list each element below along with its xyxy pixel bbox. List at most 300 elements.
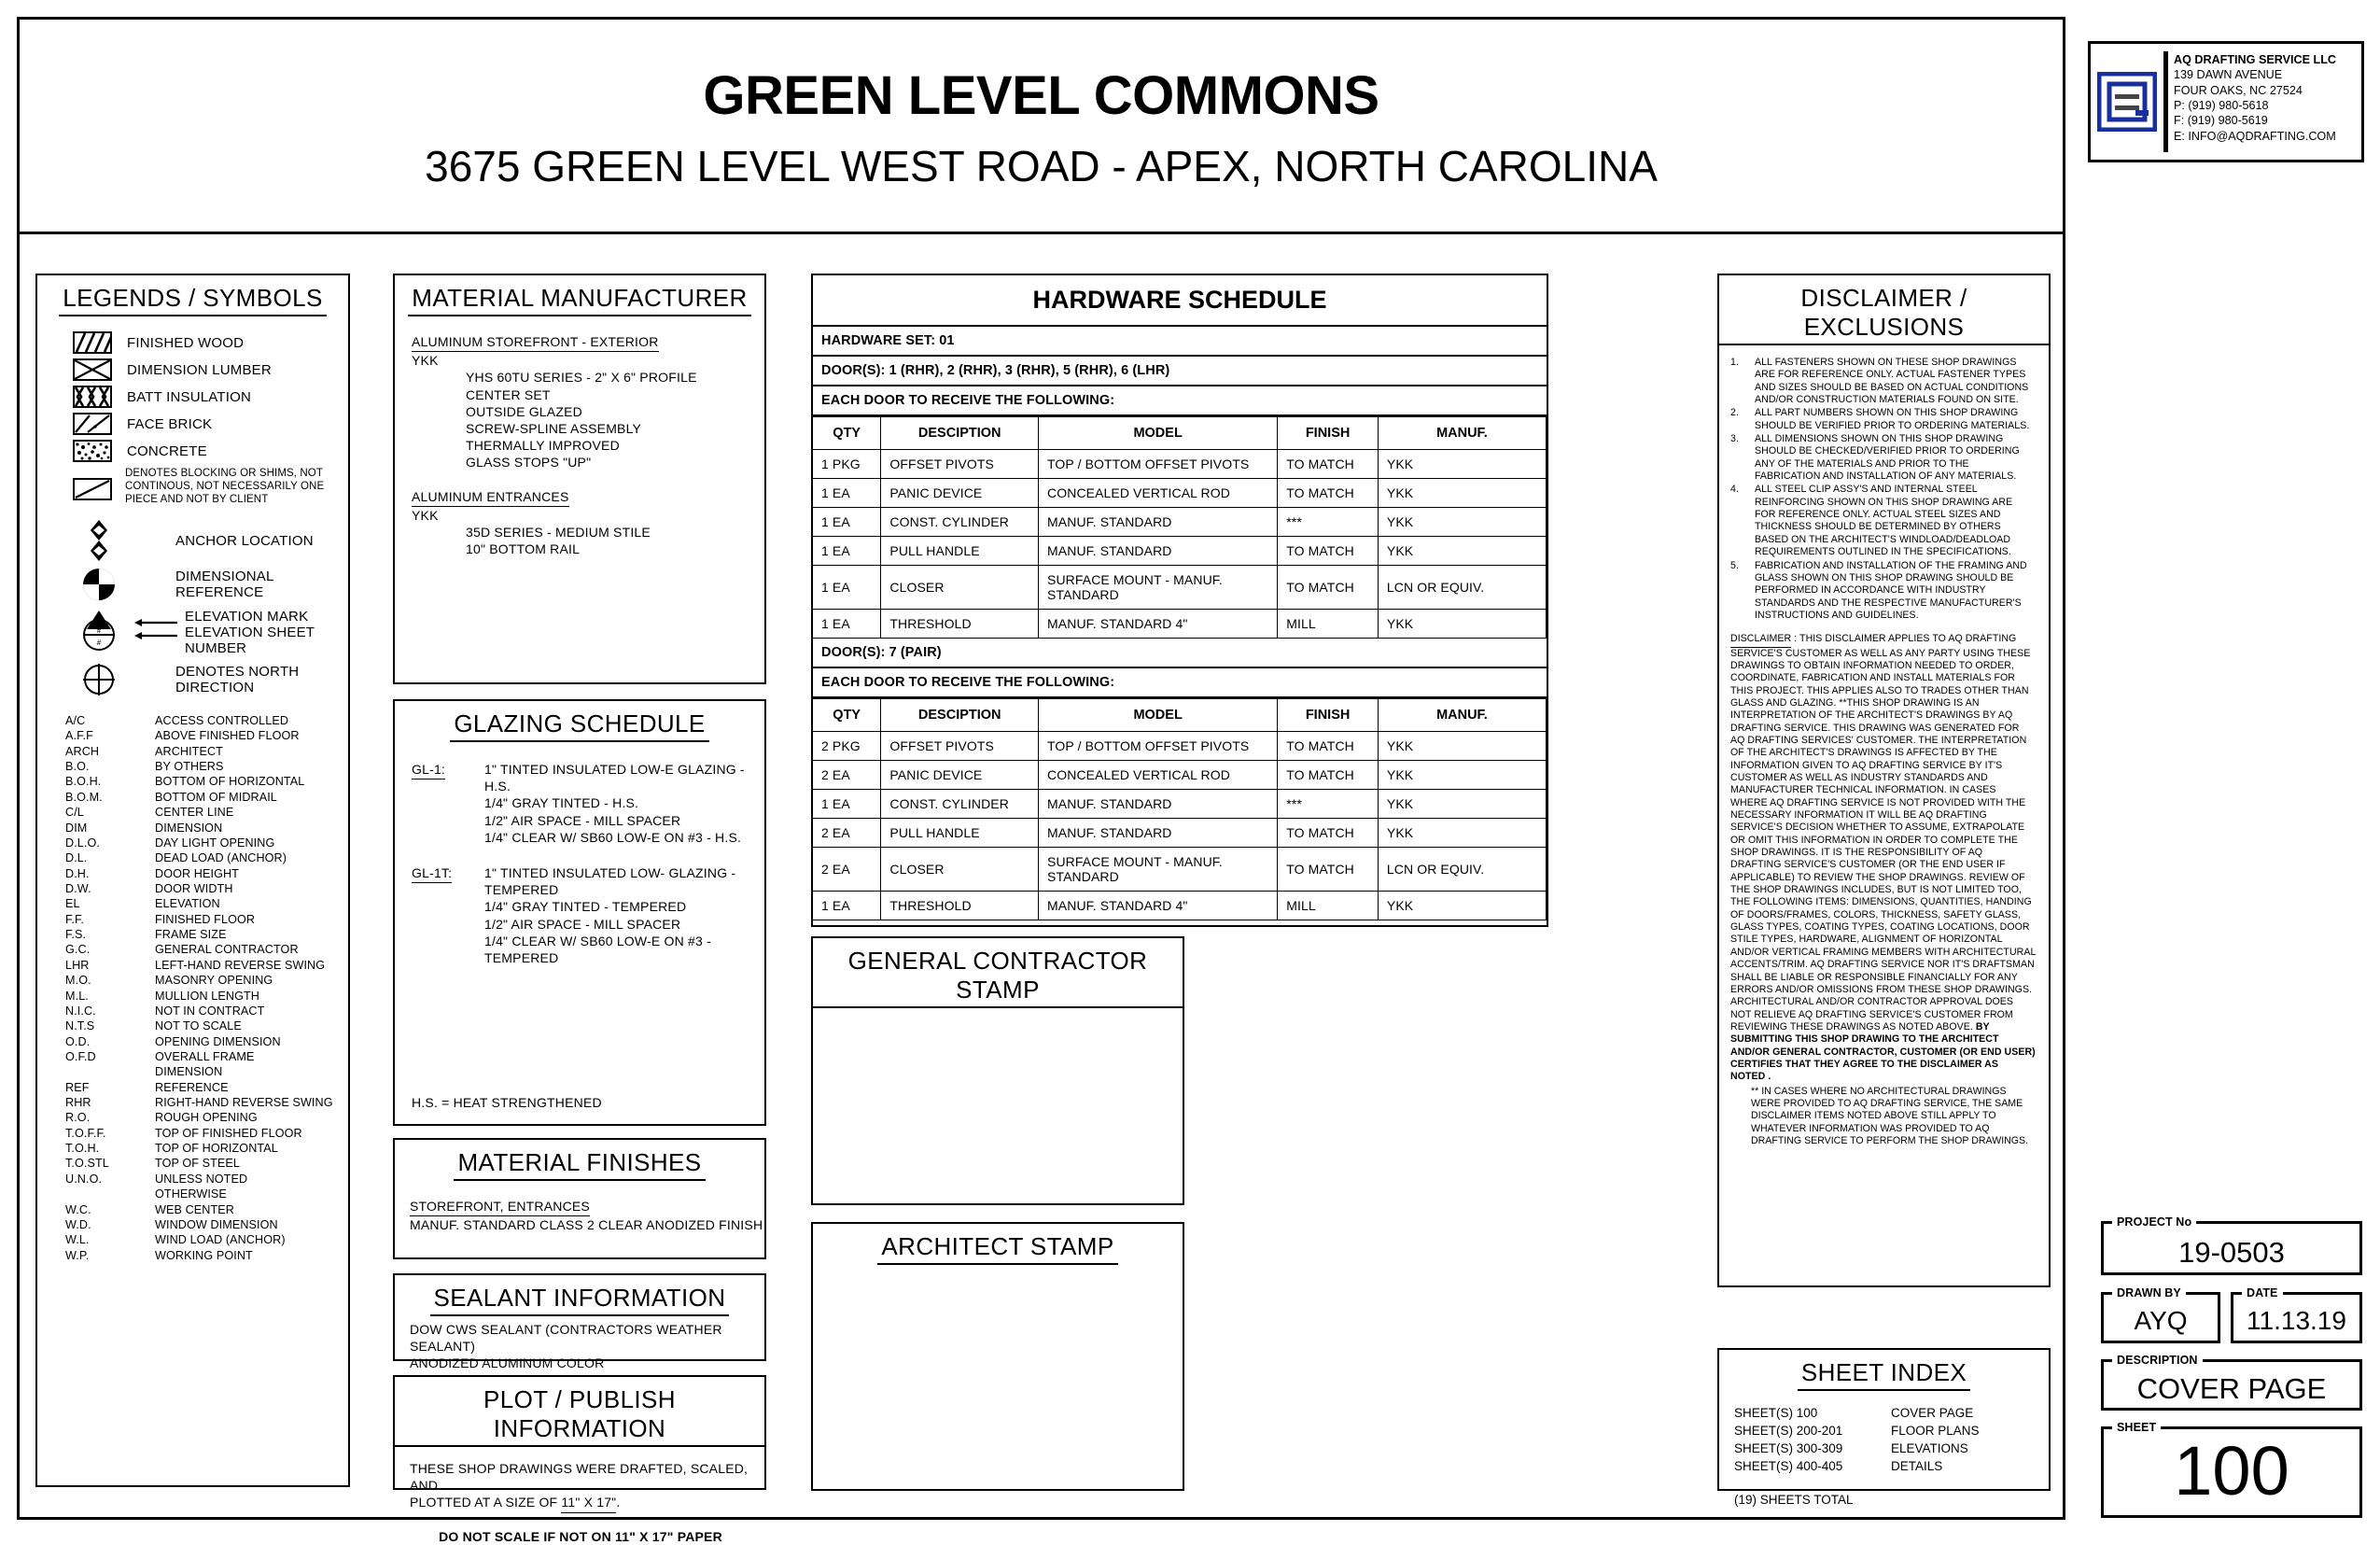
- table-cell: 2 PKG: [813, 732, 881, 761]
- disclaimer-item-number: 4.: [1730, 484, 1739, 496]
- table-cell: PULL HANDLE: [881, 819, 1039, 848]
- disclaimer-item: [1730, 407, 2036, 432]
- sheet-index-panel: [1717, 1348, 2051, 1507]
- legends-symbols-panel: [35, 274, 350, 1487]
- abbreviation-key: W.C.: [65, 1202, 91, 1216]
- table-row: [813, 508, 1547, 537]
- material-manufacturer-heading: MATERIAL MANUFACTURER: [395, 275, 764, 318]
- abbreviation-value: WEB CENTER: [155, 1202, 234, 1216]
- abbreviation-value: WINDOW DIMENSION: [155, 1217, 278, 1231]
- company-email: E: INFO@AQDRAFTING.COM: [2174, 129, 2336, 143]
- abbreviation-value: TOP OF HORIZONTAL: [155, 1142, 278, 1156]
- table-cell: CLOSER: [881, 848, 1039, 892]
- sheet-index-row: [1734, 1440, 2049, 1457]
- table-cell: MILL: [1278, 610, 1379, 639]
- project-number-value: 19-0503: [2178, 1236, 2285, 1269]
- legend-label: BATT INSULATION: [127, 388, 252, 405]
- abbreviation-key: U.N.O.: [65, 1172, 103, 1186]
- page-title: GREEN LEVEL COMMONS: [703, 65, 1379, 126]
- glazing-line: 1/2" AIR SPACE - MILL SPACER: [484, 916, 681, 932]
- sheet-index-total: (19) SHEETS TOTAL: [1734, 1492, 1854, 1507]
- sealant-heading: SEALANT INFORMATION: [395, 1275, 764, 1318]
- table-cell: 1 PKG: [813, 450, 881, 479]
- abbreviation-key: G.C.: [65, 943, 91, 957]
- anchor-location-symbol-icon: [73, 519, 125, 562]
- hardware-schedule-heading: HARDWARE SCHEDULE: [813, 275, 1547, 327]
- disclaimer-item-number: 2.: [1730, 407, 1739, 419]
- mm-line: CENTER SET: [466, 386, 551, 402]
- abbreviation-value: DOOR HEIGHT: [155, 866, 239, 880]
- abbreviation-row: [65, 881, 348, 896]
- svg-text:#: #: [96, 639, 102, 648]
- table-cell: YKK: [1378, 790, 1546, 819]
- disclaimer-footnote: ** IN CASES WHERE NO ARCHITECTURAL DRAWINGS WERE PROVIDED TO AQ DRAFTING SERVICE, THE SAME DISCLAIMER ITEMS NOTED ABOVE STILL APPLY TO WHATEVER INFORMATION WAS PROVIDED TO AQ DRAFTING SERVICE TO PERFORM THE SHOP DRAWINGS.: [1751, 1085, 2029, 1146]
- abbreviation-value: TOP OF STEEL: [155, 1157, 241, 1171]
- legend-item: [73, 413, 348, 435]
- table-column-header: QTY: [813, 417, 881, 450]
- abbreviation-key: A/C: [65, 714, 86, 728]
- abbreviation-row: [65, 759, 348, 774]
- sheet-index-range: SHEET(S) 300-309: [1734, 1441, 1843, 1456]
- table-cell: 2 EA: [813, 819, 881, 848]
- table-cell: MANUF. STANDARD: [1039, 537, 1278, 566]
- table-row: [813, 450, 1547, 479]
- disclaimer-item: [1730, 357, 2036, 406]
- abbreviation-row: [65, 836, 348, 850]
- abbreviation-row: [65, 1034, 348, 1049]
- project-number-block: [2101, 1215, 2362, 1275]
- elevation-arrows: [134, 611, 179, 653]
- hardware-doors-label: DOOR(S): 1 (RHR), 2 (RHR), 3 (RHR), 5 (RHR), 6 (LHR): [813, 357, 1547, 386]
- table-row: [813, 479, 1547, 508]
- table-cell: CONCEALED VERTICAL ROD: [1039, 761, 1278, 790]
- abbreviation-value: REFERENCE: [155, 1080, 229, 1094]
- date-caption: DATE: [2242, 1286, 2283, 1299]
- hardware-schedule-panel: [811, 274, 1548, 927]
- date-value: 11.13.19: [2247, 1306, 2346, 1335]
- face-brick-hatch-icon: [73, 413, 112, 435]
- legend-symbol-item: [73, 661, 348, 698]
- disclaimer-item-number: 1.: [1730, 357, 1739, 368]
- table-cell: SURFACE MOUNT - MANUF. STANDARD: [1039, 566, 1278, 610]
- table-cell: ***: [1278, 508, 1379, 537]
- legend-symbol-item: [73, 566, 348, 603]
- architect-stamp-heading: ARCHITECT STAMP: [813, 1224, 1183, 1267]
- abbreviation-key: B.O.H.: [65, 775, 102, 789]
- abbreviation-value: MULLION LENGTH: [155, 989, 259, 1003]
- svg-text:#: #: [96, 626, 102, 636]
- glazing-lines: [484, 761, 764, 846]
- abbreviation-row: [65, 1172, 348, 1187]
- abbreviation-row: [65, 805, 348, 820]
- table-cell: MANUF. STANDARD: [1039, 819, 1278, 848]
- table-cell: 1 EA: [813, 892, 881, 920]
- hardware-doors-label: DOOR(S): 7 (PAIR): [813, 639, 1547, 668]
- abbreviation-value: MASONRY OPENING: [155, 974, 273, 988]
- abbreviation-key: LHR: [65, 958, 90, 972]
- batt-insulation-hatch-icon: [73, 386, 112, 408]
- glazing-lines: [484, 864, 764, 966]
- table-cell: TOP / BOTTOM OFFSET PIVOTS: [1039, 450, 1278, 479]
- project-address: 3675 GREEN LEVEL WEST ROAD - APEX, NORTH CAROLINA: [425, 142, 1658, 190]
- disclaimer-item-number: 3.: [1730, 433, 1739, 445]
- sheet-index-range: SHEET(S) 400-405: [1734, 1459, 1843, 1474]
- sheet-index-range: SHEET(S) 200-201: [1734, 1424, 1843, 1439]
- table-row: [813, 732, 1547, 761]
- table-cell: SURFACE MOUNT - MANUF. STANDARD: [1039, 848, 1278, 892]
- sheet-index-title: FLOOR PLANS: [1891, 1424, 1980, 1439]
- material-manufacturer-body: [412, 333, 764, 557]
- abbreviation-value: ABOVE FINISHED FLOOR: [155, 729, 300, 743]
- table-header-row: [813, 417, 1547, 450]
- abbreviation-key: O.F.D: [65, 1049, 96, 1063]
- abbreviation-value: WIND LOAD (ANCHOR): [155, 1233, 286, 1247]
- legend-item: [73, 331, 348, 354]
- abbreviation-value: DAY LIGHT OPENING: [155, 836, 275, 850]
- abbreviation-row: [65, 1064, 348, 1079]
- plot-warning: DO NOT SCALE IF NOT ON 11" X 17" PAPER: [439, 1528, 722, 1544]
- mf-subtitle: STOREFRONT, ENTRANCES: [410, 1198, 590, 1216]
- abbreviation-row: [65, 774, 348, 789]
- sheet-index-title: COVER PAGE: [1891, 1406, 1974, 1420]
- concrete-hatch-icon: [73, 440, 112, 462]
- table-row: [813, 566, 1547, 610]
- table-cell: MANUF. STANDARD: [1039, 790, 1278, 819]
- abbreviation-row: [65, 1232, 348, 1247]
- mm-group1-title: ALUMINUM STOREFRONT - EXTERIOR: [412, 333, 659, 352]
- abbreviation-key: N.T.S: [65, 1019, 95, 1033]
- glazing-schedule-panel: [393, 699, 766, 1126]
- table-cell: 1 EA: [813, 790, 881, 819]
- abbreviation-key: [65, 1064, 155, 1079]
- abbreviation-row: [65, 942, 348, 957]
- abbreviation-key: W.P.: [65, 1248, 90, 1262]
- table-cell: TO MATCH: [1278, 479, 1379, 508]
- abbreviation-key: D.L.O.: [65, 836, 100, 850]
- abbreviation-value: DIMENSION: [155, 821, 223, 835]
- company-address-1: 139 DAWN AVENUE: [2174, 68, 2283, 82]
- disclaimer-item: [1730, 484, 2036, 558]
- sheet-index-title: DETAILS: [1891, 1459, 1943, 1474]
- mm-group2-title: ALUMINUM ENTRANCES: [412, 488, 569, 507]
- company-fax: F: (919) 980-5619: [2174, 114, 2268, 128]
- table-cell: TO MATCH: [1278, 450, 1379, 479]
- abbreviation-value: OVERALL FRAME: [155, 1049, 255, 1063]
- glazing-item: [412, 761, 764, 846]
- mm-line: OUTSIDE GLAZED: [466, 403, 582, 419]
- company-contact-info: [2174, 44, 2361, 160]
- abbreviation-value: UNLESS NOTED: [155, 1172, 248, 1186]
- sealant-line-2: ANODIZED ALUMINUM COLOR: [410, 1355, 605, 1371]
- abbreviation-row: [65, 958, 348, 973]
- abbreviation-key: ARCH: [65, 744, 100, 758]
- table-cell: TO MATCH: [1278, 761, 1379, 790]
- table-cell: 1 EA: [813, 610, 881, 639]
- abbreviation-key: M.O.: [65, 974, 91, 988]
- abbreviation-key: B.O.M.: [65, 790, 103, 804]
- table-cell: MANUF. STANDARD 4": [1039, 610, 1278, 639]
- abbreviation-key: B.O.: [65, 760, 90, 774]
- glazing-line: 1/4" GRAY TINTED - TEMPERED: [484, 899, 687, 915]
- abbreviation-row: [65, 850, 348, 865]
- hardware-set-label: HARDWARE SET: 01: [813, 327, 1547, 357]
- table-column-header: FINISH: [1278, 699, 1379, 732]
- table-cell: YKK: [1378, 761, 1546, 790]
- material-finishes-panel: [393, 1138, 766, 1259]
- material-manufacturer-panel: [393, 274, 766, 684]
- glazing-items: [412, 761, 764, 966]
- table-cell: 1 EA: [813, 537, 881, 566]
- abbreviation-row: [65, 1049, 348, 1064]
- abbreviation-row: [65, 1156, 348, 1171]
- sheet-index-row: [1734, 1457, 2049, 1475]
- abbreviation-key: T.O.H.: [65, 1142, 100, 1156]
- mm-group2-lines: [466, 524, 764, 557]
- table-cell: TO MATCH: [1278, 537, 1379, 566]
- abbreviation-key: T.O.F.F.: [65, 1126, 106, 1140]
- plot-publish-panel: [393, 1375, 766, 1544]
- disclaimer-item-text: ALL FASTENERS SHOWN ON THESE SHOP DRAWINGS ARE FOR REFERENCE ONLY. ACTUAL FASTENER TYPES AND SIZES SHOULD BE BASED ON ACTUAL CONDITIONS AND/OR CONSTRUCTION MATERIALS FOUND ON SITE.: [1755, 357, 2029, 406]
- disclaimer-numbered-list: [1730, 357, 2036, 622]
- abbreviation-row: [65, 1217, 348, 1232]
- abbreviation-row: [65, 973, 348, 988]
- mm-group2-brand: YKK: [412, 507, 439, 523]
- hardware-table: [813, 698, 1547, 920]
- abbreviation-key: EL: [65, 897, 80, 911]
- abbreviation-value: BOTTOM OF MIDRAIL: [155, 790, 277, 804]
- table-header-row: [813, 699, 1547, 732]
- abbreviation-value: BY OTHERS: [155, 760, 224, 774]
- sheet-number-value: 100: [2174, 1432, 2289, 1510]
- abbreviation-value: OTHERWISE: [155, 1187, 227, 1201]
- abbreviation-value: NOT TO SCALE: [155, 1019, 242, 1033]
- disclaimer-bold: BY SUBMITTING THIS SHOP DRAWING TO THE ARCHITECT AND/OR GENERAL CONTRACTOR, CUSTOMER (OR END USER) CERTIFIES THAT THEY AGREE TO THE DISCLAIMER AS NOTED .: [1730, 1020, 2036, 1083]
- elevation-mark-symbol-icon: [73, 609, 125, 655]
- table-cell: MANUF. STANDARD 4": [1039, 892, 1278, 920]
- table-cell: TO MATCH: [1278, 819, 1379, 848]
- drawing-frame: [17, 17, 2065, 1544]
- table-row: [813, 537, 1547, 566]
- dimensional-reference-symbol-icon: [73, 567, 125, 602]
- abbreviation-key: A.F.F: [65, 729, 93, 743]
- mm-line: YHS 60TU SERIES - 2" X 6" PROFILE: [466, 370, 697, 386]
- hardware-each-door-note: EACH DOOR TO RECEIVE THE FOLLOWING:: [813, 386, 1547, 416]
- sheet-index-title: ELEVATIONS: [1891, 1441, 1968, 1456]
- architect-stamp-panel[interactable]: [811, 1222, 1184, 1491]
- dimension-lumber-hatch-icon: [73, 358, 112, 381]
- sheet-number-block: [2101, 1421, 2362, 1518]
- table-column-header: QTY: [813, 699, 881, 732]
- legend-symbol-item-elevation: [73, 607, 348, 657]
- table-column-header: DESCIPTION: [881, 417, 1039, 450]
- mm-line: SCREW-SPLINE ASSEMBLY: [466, 420, 642, 436]
- disclaimer-lead: DISCLAIMER: [1730, 633, 1791, 647]
- table-column-header: MANUF.: [1378, 417, 1546, 450]
- project-number-caption: PROJECT No: [2112, 1215, 2196, 1229]
- logo-divider: [2163, 51, 2168, 152]
- glazing-line: 1/2" AIR SPACE - MILL SPACER: [484, 812, 681, 828]
- abbreviation-value: ELEVATION: [155, 897, 220, 911]
- table-cell: 1 EA: [813, 479, 881, 508]
- disclaimer-item-text: ALL DIMENSIONS SHOWN ON THIS SHOP DRAWING SHOULD BE CHECKED/VERIFIED PRIOR TO ORDERING ANY OF THE MATERIALS AND PRIOR TO THE FABRICATION AND INSTALLATION OF ANY MATERIALS.: [1755, 433, 2020, 483]
- abbreviation-row: [65, 728, 348, 743]
- abbreviation-key: N.I.C.: [65, 1004, 96, 1018]
- abbreviation-value: DOOR WIDTH: [155, 882, 233, 895]
- title-band: [20, 20, 2063, 234]
- mm-group1-brand: YKK: [412, 353, 439, 369]
- legend-symbol-label-2: ELEVATION SHEET NUMBER: [185, 624, 315, 656]
- abbreviation-value: ROUGH OPENING: [155, 1111, 258, 1125]
- company-name: AQ DRAFTING SERVICE LLC: [2174, 53, 2336, 66]
- hatch-legend-list: [37, 318, 348, 506]
- north-direction-symbol-icon: [73, 663, 125, 696]
- table-cell: CONCEALED VERTICAL ROD: [1039, 479, 1278, 508]
- abbreviation-row: [65, 790, 348, 805]
- hardware-schedule-body: [813, 357, 1547, 920]
- symbol-legend-list: [37, 519, 348, 698]
- sealant-line-1: DOW CWS SEALANT (CONTRACTORS WEATHER SEALANT): [410, 1322, 722, 1355]
- table-cell: YKK: [1378, 479, 1546, 508]
- table-cell: TO MATCH: [1278, 848, 1379, 892]
- legend-symbol-label: ELEVATION MARK: [185, 608, 309, 625]
- abbreviation-row: [65, 1095, 348, 1110]
- plot-publish-heading: PLOT / PUBLISH INFORMATION: [395, 1377, 764, 1449]
- legend-label: DIMENSION LUMBER: [127, 361, 272, 378]
- table-cell: OFFSET PIVOTS: [881, 732, 1039, 761]
- table-cell: THRESHOLD: [881, 892, 1039, 920]
- abbreviation-row: [65, 866, 348, 881]
- abbreviation-row: [65, 1248, 348, 1263]
- table-cell: YKK: [1378, 610, 1546, 639]
- glazing-line: 1/4" CLEAR W/ SB60 LOW-E ON #3 -TEMPERED: [484, 933, 711, 965]
- abbreviation-value: NOT IN CONTRACT: [155, 1004, 265, 1018]
- table-row: [813, 892, 1547, 920]
- date-block: [2231, 1286, 2362, 1343]
- table-cell: CONST. CYLINDER: [881, 508, 1039, 537]
- abbreviation-key: F.F.: [65, 912, 84, 926]
- general-contractor-stamp-panel[interactable]: [811, 936, 1184, 1205]
- table-cell: PANIC DEVICE: [881, 761, 1039, 790]
- legends-heading: LEGENDS / SYMBOLS: [37, 275, 348, 318]
- abbreviation-value: DEAD LOAD (ANCHOR): [155, 851, 287, 865]
- mm-group1-lines: [466, 369, 764, 471]
- description-block: [2101, 1354, 2362, 1411]
- drawn-by-caption: DRAWN BY: [2112, 1286, 2186, 1299]
- table-cell: YKK: [1378, 508, 1546, 537]
- table-cell: PULL HANDLE: [881, 537, 1039, 566]
- drawn-by-value: AYQ: [2134, 1306, 2188, 1335]
- legend-symbol-label: DENOTES NORTH DIRECTION: [175, 664, 300, 696]
- sheet-index-heading: SHEET INDEX: [1719, 1350, 2049, 1393]
- disclaimer-heading: DISCLAIMER / EXCLUSIONS: [1719, 275, 2049, 347]
- table-cell: YKK: [1378, 732, 1546, 761]
- abbreviation-key: D.H.: [65, 866, 90, 880]
- abbreviation-key: F.S.: [65, 928, 87, 942]
- description-caption: DESCRIPTION: [2112, 1354, 2203, 1367]
- mm-line: 10" BOTTOM RAIL: [466, 541, 581, 557]
- sheet-caption: SHEET: [2112, 1421, 2161, 1434]
- table-row: [813, 610, 1547, 639]
- abbreviation-key: [65, 1187, 155, 1201]
- legend-label: FACE BRICK: [127, 415, 213, 432]
- sheet-index-rows: [1734, 1404, 2049, 1509]
- abbreviation-row: [65, 1187, 348, 1201]
- sealant-information-panel: [393, 1273, 766, 1371]
- abbreviation-value: OPENING DIMENSION: [155, 1034, 281, 1048]
- disclaimer-item-number: 5.: [1730, 559, 1739, 571]
- mf-line: MANUF. STANDARD CLASS 2 CLEAR ANODIZED FINISH: [410, 1217, 763, 1233]
- abbreviation-key: D.W.: [65, 882, 91, 895]
- glazing-footnote: H.S. = HEAT STRENGTHENED: [412, 1094, 602, 1110]
- table-column-header: MODEL: [1039, 699, 1278, 732]
- abbreviation-key: O.D.: [65, 1034, 91, 1048]
- glazing-code: GL-1:: [412, 761, 484, 846]
- abbreviation-key: DIM: [65, 821, 88, 835]
- disclaimer-item-text: ALL STEEL CLIP ASSY'S AND INTERNAL STEEL REINFORCING SHOWN ON THIS SHOP DRAWING ARE FOR REFERENCE ONLY. ACTUAL STEEL SIZES AND THICKNESS SHOULD BE DETERMINED BY OTHERS BASED ON THE ARCHITECT'S WINDLOAD/DEADLOAD REQUIREMENTS OUTLINED IN THE SPECIFICATIONS.: [1755, 484, 2013, 558]
- abbreviation-key: T.O.STL: [65, 1157, 109, 1171]
- table-column-header: DESCIPTION: [881, 699, 1039, 732]
- glazing-schedule-heading: GLAZING SCHEDULE: [395, 701, 764, 744]
- abbreviation-row: [65, 821, 348, 836]
- finished-wood-hatch-icon: [73, 331, 112, 354]
- table-cell: CLOSER: [881, 566, 1039, 610]
- abbreviation-row: [65, 1004, 348, 1018]
- legend-symbol-label: DIMENSIONAL REFERENCE: [175, 569, 273, 601]
- legend-label: CONCRETE: [127, 442, 207, 459]
- table-cell: TO MATCH: [1278, 732, 1379, 761]
- table-cell: 2 EA: [813, 761, 881, 790]
- table-cell: ***: [1278, 790, 1379, 819]
- mm-line: 35D SERIES - MEDIUM STILE: [466, 524, 651, 540]
- table-cell: YKK: [1378, 819, 1546, 848]
- table-cell: 1 EA: [813, 508, 881, 537]
- sheet-index-row: [1734, 1422, 2049, 1440]
- disclaimer-item: [1730, 433, 2036, 483]
- glazing-line: 1/4" GRAY TINTED - H.S.: [484, 795, 639, 811]
- abbreviation-row: [65, 744, 348, 759]
- table-row: [813, 819, 1547, 848]
- hardware-table: [813, 416, 1547, 639]
- abbreviation-row: [65, 1018, 348, 1033]
- table-column-header: MODEL: [1039, 417, 1278, 450]
- abbreviation-key: W.D.: [65, 1217, 91, 1231]
- glazing-item: [412, 864, 764, 966]
- legend-symbol-item: [73, 519, 348, 562]
- abbreviation-key: R.O.: [65, 1111, 91, 1125]
- blocking-note: DENOTES BLOCKING OR SHIMS, NOT CONTINOUS, NOT NECESSARILY ONE PIECE AND NOT BY CLIENT: [125, 468, 325, 506]
- material-finishes-heading: MATERIAL FINISHES: [395, 1140, 764, 1183]
- abbreviation-row: [65, 713, 348, 728]
- company-logo-block: [2088, 41, 2364, 162]
- table-cell: LCN OR EQUIV.: [1378, 566, 1546, 610]
- abbreviation-row: [65, 912, 348, 927]
- disclaimer-item-text: FABRICATION AND INSTALLATION OF THE FRAMING AND GLASS SHOWN ON THIS SHOP DRAWING SHOULD BE PERFORMED IN ACCORDANCE WITH INDUSTRY STANDARDS AND THE RESPECTIVE MANUFACTURER'S INSTRUCTIONS AND GUIDELINES.: [1755, 559, 2027, 621]
- table-cell: LCN OR EQUIV.: [1378, 848, 1546, 892]
- abbreviation-value: ARCHITECT: [155, 744, 223, 758]
- sheet-index-range: SHEET(S) 100: [1734, 1406, 1818, 1420]
- mm-line: GLASS STOPS "UP": [466, 455, 592, 471]
- disclaimer-item: [1730, 560, 2036, 623]
- disclaimer-exclusions-panel: [1717, 274, 2051, 1287]
- abbreviation-row: [65, 1202, 348, 1217]
- abbreviation-value: DIMENSION: [155, 1065, 223, 1079]
- glazing-code: GL-1T:: [412, 864, 484, 966]
- table-cell: TOP / BOTTOM OFFSET PIVOTS: [1039, 732, 1278, 761]
- abbreviation-value: FRAME SIZE: [155, 928, 227, 942]
- legend-label: FINISHED WOOD: [127, 334, 245, 351]
- drawn-by-block: [2101, 1286, 2220, 1343]
- table-cell: TO MATCH: [1278, 566, 1379, 610]
